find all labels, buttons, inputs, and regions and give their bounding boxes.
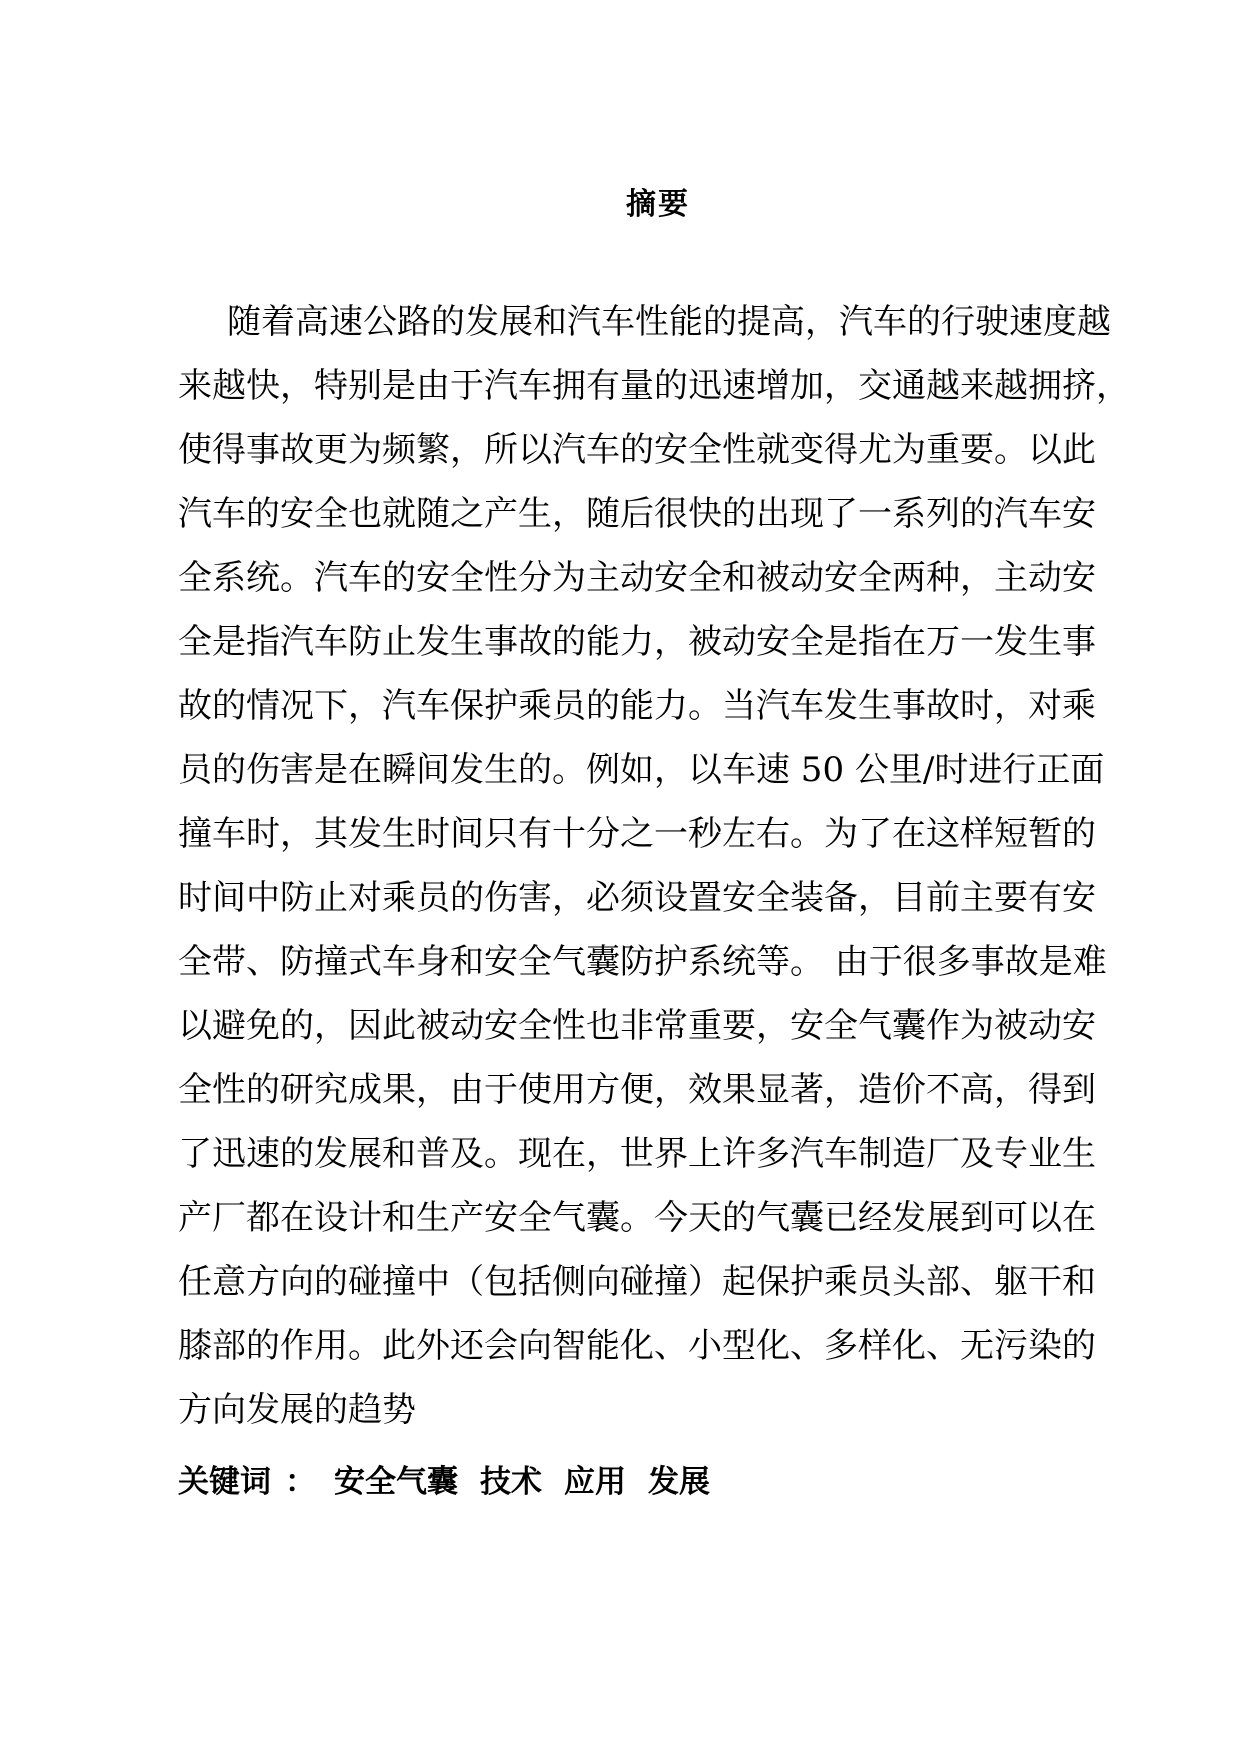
- abstract-line: 来越快，特别是由于汽车拥有量的迅速增加，交通越来越拥挤，: [178, 366, 1130, 406]
- abstract-line: 员的伤害是在瞬间发生的。例如，以车速 50 公里/时进行正面: [178, 750, 1105, 790]
- abstract-line: 使得事故更为频繁，所以汽车的安全性就变得尤为重要。以此: [178, 430, 1096, 470]
- abstract-line: 故的情况下，汽车保护乘员的能力。当汽车发生事故时，对乘: [178, 686, 1096, 726]
- keywords-colon: ：: [285, 1464, 316, 1500]
- page-title: 摘要: [626, 187, 690, 222]
- keyword-term: 应用: [564, 1464, 626, 1500]
- keywords-line: [178, 1452, 1088, 1512]
- keywords-label: 关键词: [178, 1464, 271, 1500]
- abstract-line: 随着高速公路的发展和汽车性能的提高，汽车的行驶速度越: [227, 302, 1111, 342]
- keyword-term: 发展: [648, 1464, 710, 1500]
- abstract-line: 全是指汽车防止发生事故的能力，被动安全是指在万一发生事: [178, 622, 1096, 662]
- abstract-line: 了迅速的发展和普及。现在，世界上许多汽车制造厂及专业生: [178, 1134, 1096, 1174]
- abstract-line: 全性的研究成果，由于使用方便，效果显著，造价不高，得到: [178, 1070, 1096, 1110]
- abstract-line: 方向发展的趋势: [178, 1390, 416, 1430]
- abstract-line: 任意方向的碰撞中（包括侧向碰撞）起保护乘员头部、躯干和: [178, 1262, 1096, 1302]
- keyword-term: 技术: [480, 1464, 542, 1500]
- abstract-line: 撞车时，其发生时间只有十分之一秒左右。为了在这样短暂的: [178, 814, 1096, 854]
- keyword-term: 安全气囊: [334, 1464, 458, 1500]
- abstract-body: [178, 290, 1130, 1442]
- abstract-line: 时间中防止对乘员的伤害，必须设置安全装备，目前主要有安: [178, 878, 1096, 918]
- abstract-line: 以避免的，因此被动安全性也非常重要，安全气囊作为被动安: [178, 1006, 1096, 1046]
- abstract-line: 产厂都在设计和生产安全气囊。今天的气囊已经发展到可以在: [178, 1198, 1096, 1238]
- abstract-line: 全带、防撞式车身和安全气囊防护系统等。 由于很多事故是难: [178, 942, 1107, 982]
- abstract-line: 膝部的作用。此外还会向智能化、小型化、多样化、无污染的: [178, 1326, 1096, 1366]
- abstract-line: 汽车的安全也就随之产生，随后很快的出现了一系列的汽车安: [178, 494, 1096, 534]
- abstract-line: 全系统。汽车的安全性分为主动安全和被动安全两种，主动安: [178, 558, 1096, 598]
